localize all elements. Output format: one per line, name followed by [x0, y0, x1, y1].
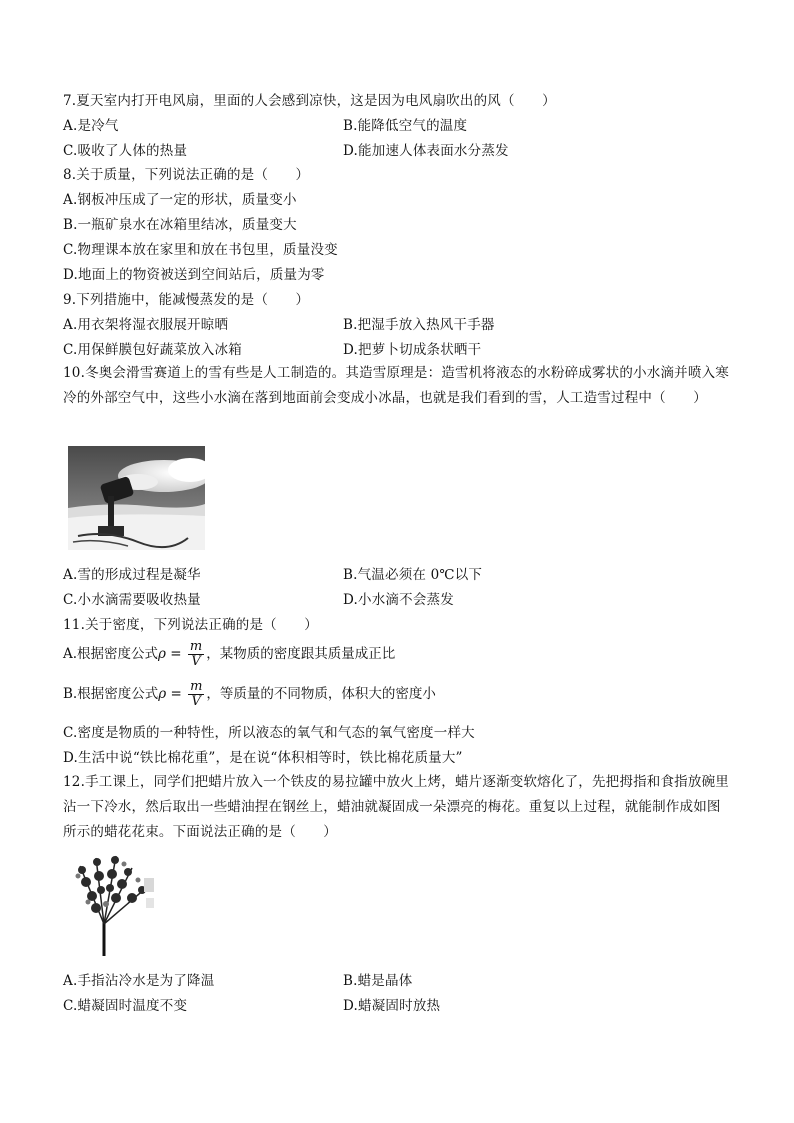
question-7-option-d: D.能加速人体表面水分蒸发	[343, 143, 509, 159]
question-9-option-d: D.把萝卜切成条状晒干	[343, 342, 482, 358]
question-12-stem: 12.手工课上，同学们把蜡片放入一个铁皮的易拉罐中放火上烤，蜡片逐渐变软熔化了，先把拇指和食指放碗里沾一下冷水，然后取出一些蜡油捏在钢丝上，蜡油就凝固成一朵漂亮的梅花。重复以上过程，就能制作成如图所示的蜡花花束。下面说法正确的是（ ）	[63, 774, 729, 840]
question-8-option-d: D.地面上的物资被送到空间站后，质量为零	[63, 267, 325, 283]
question-11-option-d: D.生活中说“铁比棉花重”，是在说“体积相等时，铁比棉花质量大”	[63, 750, 463, 766]
question-11-option-c: C.密度是物质的一种特性，所以液态的氧气和气态的氧气密度一样大	[63, 725, 475, 741]
question-7-option-a: A.是冷气	[63, 118, 119, 134]
option-a-prefix: A.根据密度公式	[63, 646, 159, 662]
equals-sign: =	[165, 646, 186, 662]
density-symbol: ρ	[158, 686, 167, 702]
question-9-option-c: C.用保鲜膜包好蔬菜放入冰箱	[63, 342, 242, 358]
question-8-option-b: B.一瓶矿泉水在冰箱里结冰，质量变大	[63, 217, 297, 233]
option-b-prefix: B.根据密度公式	[63, 686, 159, 702]
question-8-option-a: A.钢板冲压成了一定的形状，质量变小	[63, 192, 297, 208]
density-fraction	[188, 680, 204, 709]
question-12-option-a: A.手指沾冷水是为了降温	[63, 973, 215, 989]
density-symbol: ρ	[158, 646, 166, 662]
density-fraction	[188, 640, 204, 669]
fraction-numerator: m	[189, 639, 203, 654]
fraction-numerator: m	[190, 679, 203, 694]
question-8-option-c: C.物理课本放在家里和放在书包里，质量没变	[63, 242, 338, 258]
question-10-option-a: A.雪的形成过程是凝华	[63, 567, 201, 583]
equals-sign: =	[166, 686, 187, 702]
question-7-option-c: C.吸收了人体的热量	[63, 143, 188, 159]
option-a-suffix: ，某物质的密度跟其质量成正比	[206, 646, 396, 662]
wax-flower-illustration	[66, 852, 158, 960]
question-8-stem: 8.关于质量，下列说法正确的是（ ）	[63, 167, 310, 183]
option-b-suffix: ，等质量的不同物质，体积大的密度小	[206, 686, 436, 702]
question-10-option-b: B.气温必须在 0℃以下	[343, 567, 483, 583]
fraction-denominator: V	[191, 654, 201, 669]
question-11-option-a	[63, 640, 395, 669]
question-9-option-b: B.把湿手放入热风干手器	[343, 317, 495, 333]
wax-flower-photo	[66, 852, 158, 960]
snow-machine-illustration	[68, 446, 205, 550]
question-10-option-c: C.小水滴需要吸收热量	[63, 592, 201, 608]
question-12-option-d: D.蜡凝固时放热	[343, 998, 441, 1014]
snow-machine-photo	[68, 446, 205, 550]
question-12-option-b: B.蜡是晶体	[343, 973, 413, 989]
question-10-option-d: D.小水滴不会蒸发	[343, 592, 454, 608]
question-9-option-a: A.用衣架将湿衣服展开晾晒	[63, 317, 229, 333]
question-10-stem: 10.冬奥会滑雪赛道上的雪有些是人工制造的。其造雪原理是：造雪机将液态的水粉碎成雾状的小水滴并喷入寒冷的外部空气中，这些小水滴在落到地面前会变成小冰晶，也就是我们看到的雪，人工造雪过程中（ ）	[63, 365, 729, 406]
question-7-option-b: B.能降低空气的温度	[343, 118, 468, 134]
question-9-stem: 9.下列措施中，能减慢蒸发的是（ ）	[63, 292, 310, 308]
question-12-option-c: C.蜡凝固时温度不变	[63, 998, 188, 1014]
question-11-stem: 11.关于密度，下列说法正确的是（ ）	[63, 617, 318, 633]
question-11-option-b	[63, 680, 436, 709]
fraction-denominator: V	[191, 694, 201, 709]
question-7-stem: 7.夏天室内打开电风扇，里面的人会感到凉快，这是因为电风扇吹出的风（ ）	[63, 93, 556, 109]
